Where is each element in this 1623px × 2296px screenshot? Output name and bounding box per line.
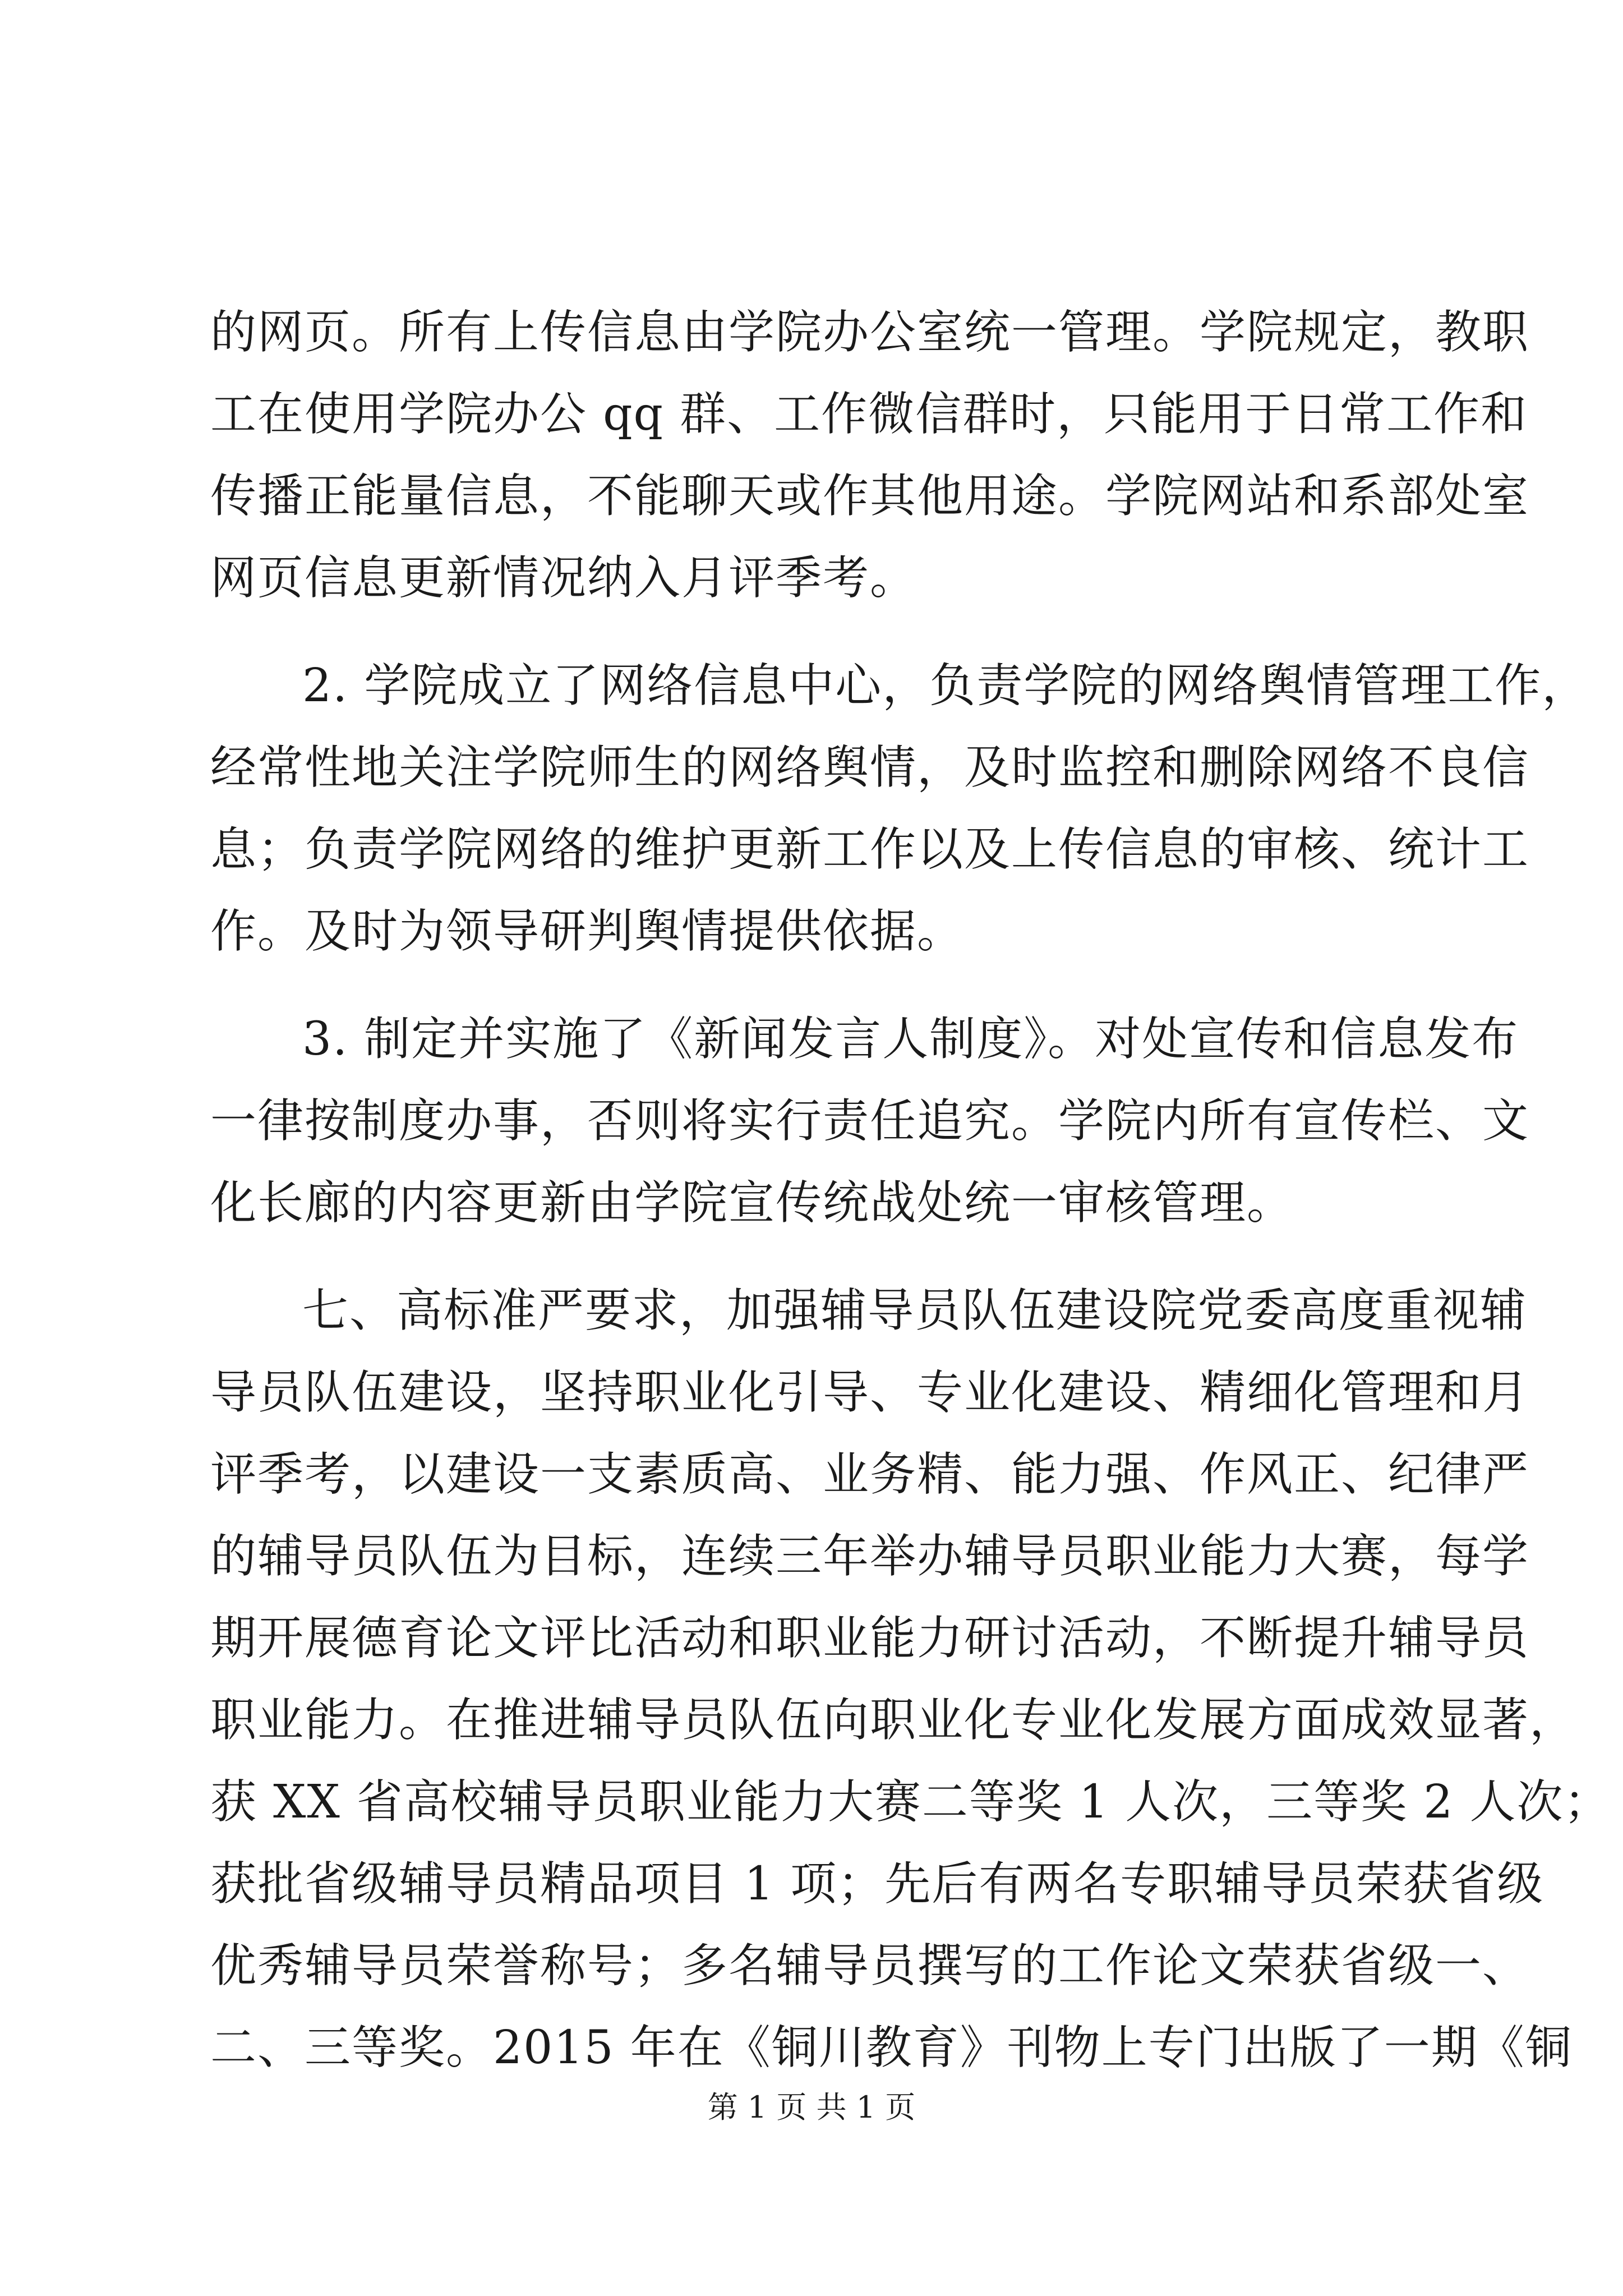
text-line: 一律按制度办事，否则将实行责任追究。学院内所有宣传栏、文: [210, 1094, 1530, 1148]
paragraph-gap: [210, 1244, 1422, 1270]
text-line: 传播正能量信息，不能聊天或作其他用途。学院网站和系部处室: [210, 470, 1530, 523]
paragraph: [210, 1270, 1611, 2089]
text-line: 的网页。所有上传信息由学院办公室统一管理。学院规定，教职: [210, 306, 1530, 359]
text-line: 的辅导员队伍为目标，连续三年举办辅导员职业能力大赛，每学: [210, 1530, 1530, 1583]
paragraph: [210, 292, 1530, 619]
page-footer: 第 1 页 共 1 页: [707, 2090, 916, 2125]
text-line: 获批省级辅导员精品项目 1 项；先后有两名专职辅导员荣获省级: [210, 1857, 1544, 1911]
document-body: [210, 292, 1611, 2089]
text-line: 经常性地关注学院师生的网络舆情，及时监控和删除网络不良信: [210, 741, 1530, 794]
text-line: 七、高标准严要求，加强辅导员队伍建设院党委高度重视辅: [302, 1284, 1528, 1337]
text-line: 职业能力。在推进辅导员队伍向职业化专业化发展方面成效显著，: [210, 1694, 1577, 1747]
paragraph: [210, 645, 1589, 973]
paragraph-gap: [210, 619, 1422, 645]
text-line: 优秀辅导员荣誉称号；多名辅导员撰写的工作论文荣获省级一、: [210, 1939, 1530, 1993]
text-line: 二、三等奖。2015 年在《铜川教育》刊物上专门出版了一期《铜: [210, 2021, 1573, 2074]
text-line: 作。及时为领导研判舆情提供依据。: [210, 905, 965, 958]
paragraph: [210, 999, 1530, 1244]
text-line: 导员队伍建设，坚持职业化引导、专业化建设、精细化管理和月: [210, 1366, 1530, 1419]
text-line: 期开展德育论文评比活动和职业能力研讨活动，不断提升辅导员: [210, 1612, 1530, 1665]
text-line: 评季考，以建设一支素质高、业务精、能力强、作风正、纪律严: [210, 1448, 1530, 1501]
paragraph-gap: [210, 973, 1422, 999]
text-line: 3. 制定并实施了《新闻发言人制度》。对处宣传和信息发布: [302, 1013, 1519, 1066]
text-line: 网页信息更新情况纳入月评季考。: [210, 551, 917, 605]
text-line: 息；负责学院网络的维护更新工作以及上传信息的审核、统计工: [210, 823, 1530, 876]
text-line: 化长廊的内容更新由学院宣传统战处统一审核管理。: [210, 1176, 1294, 1230]
text-line: 2. 学院成立了网络信息中心，负责学院的网络舆情管理工作，: [302, 659, 1589, 712]
text-line: 工在使用学院办公 qq 群、工作微信群时，只能用于日常工作和: [210, 388, 1528, 441]
text-line: 获 XX 省高校辅导员职业能力大赛二等奖 1 人次，三等奖 2 人次；: [210, 1775, 1611, 1829]
